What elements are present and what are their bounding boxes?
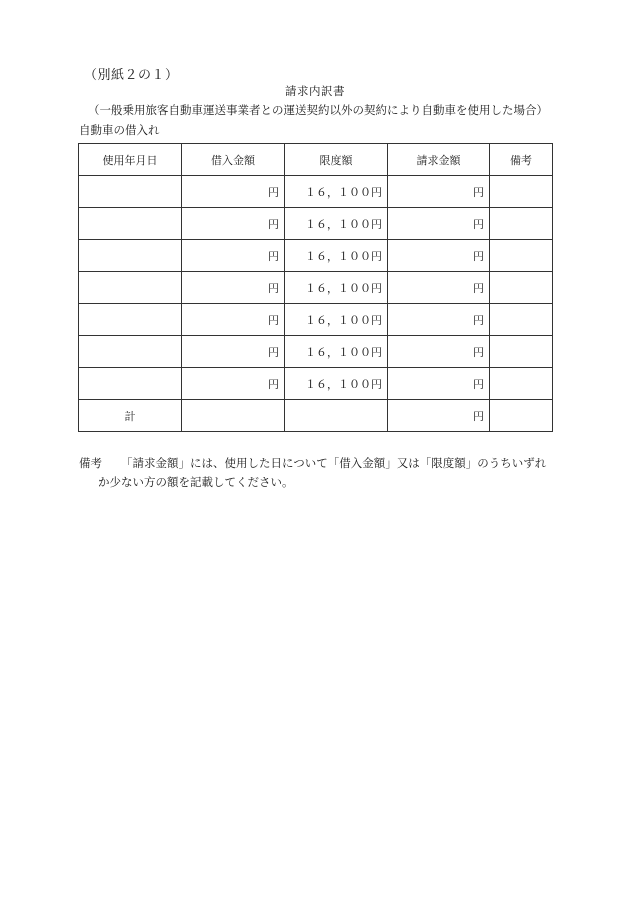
- cell-borrow: 円: [182, 304, 285, 336]
- table-row: [79, 304, 553, 336]
- remarks-note: [79, 454, 559, 492]
- cell-remarks: [490, 208, 553, 240]
- table-row: [79, 368, 553, 400]
- table-row: [79, 208, 553, 240]
- header-remarks: 備考: [490, 144, 553, 176]
- table-row: [79, 272, 553, 304]
- cell-request: 円: [388, 176, 490, 208]
- cell-request: 円: [388, 272, 490, 304]
- header-borrow-amount: 借入金額: [182, 144, 285, 176]
- cell-request: 円: [388, 304, 490, 336]
- cell-borrow: 円: [182, 336, 285, 368]
- cell-date: [79, 176, 182, 208]
- cell-limit: １６，１００円: [285, 272, 388, 304]
- note-line-2: か少ない方の額を記載してください。: [98, 475, 294, 489]
- cell-borrow: 円: [182, 240, 285, 272]
- attachment-label: （別紙２の１）: [84, 68, 179, 83]
- cell-limit: １６，１００円: [285, 336, 388, 368]
- document-title: 請求内訳書: [285, 84, 345, 98]
- table-row: [79, 240, 553, 272]
- note-label: 備考: [79, 456, 102, 470]
- cell-remarks: [490, 336, 553, 368]
- detail-table: [78, 143, 553, 432]
- cell-limit: １６，１００円: [285, 240, 388, 272]
- cell-date: [79, 240, 182, 272]
- cell-remarks: [490, 368, 553, 400]
- section-label: 自動車の借入れ: [79, 123, 160, 137]
- table-row: [79, 176, 553, 208]
- cell-borrow: 円: [182, 176, 285, 208]
- cell-date: [79, 208, 182, 240]
- note-line-1: 「請求金額」には、使用した日について「借入金額」又は「限度額」のうちいずれ: [121, 456, 547, 470]
- cell-request: 円: [388, 336, 490, 368]
- total-label: 計: [79, 400, 182, 432]
- document-subtitle: （一般乗用旅客自動車運送事業者との運送契約以外の契約により自動車を使用した場合）: [88, 103, 548, 117]
- cell-date: [79, 336, 182, 368]
- table-total-row: [79, 400, 553, 432]
- cell-remarks: [490, 176, 553, 208]
- table-row: [79, 336, 553, 368]
- cell-limit: １６，１００円: [285, 208, 388, 240]
- cell-limit: １６，１００円: [285, 304, 388, 336]
- cell-request: 円: [388, 368, 490, 400]
- cell-date: [79, 368, 182, 400]
- cell-date: [79, 272, 182, 304]
- total-remarks: [490, 400, 553, 432]
- table-header-row: [79, 144, 553, 176]
- cell-request: 円: [388, 240, 490, 272]
- total-request: 円: [388, 400, 490, 432]
- cell-limit: １６，１００円: [285, 176, 388, 208]
- header-request-amount: 請求金額: [388, 144, 490, 176]
- cell-borrow: 円: [182, 272, 285, 304]
- cell-borrow: 円: [182, 208, 285, 240]
- cell-request: 円: [388, 208, 490, 240]
- cell-remarks: [490, 272, 553, 304]
- cell-date: [79, 304, 182, 336]
- cell-remarks: [490, 304, 553, 336]
- header-usage-date: 使用年月日: [79, 144, 182, 176]
- total-borrow: [182, 400, 285, 432]
- table-body: [79, 176, 553, 432]
- header-limit-amount: 限度額: [285, 144, 388, 176]
- cell-limit: １６，１００円: [285, 368, 388, 400]
- total-limit: [285, 400, 388, 432]
- cell-remarks: [490, 240, 553, 272]
- cell-borrow: 円: [182, 368, 285, 400]
